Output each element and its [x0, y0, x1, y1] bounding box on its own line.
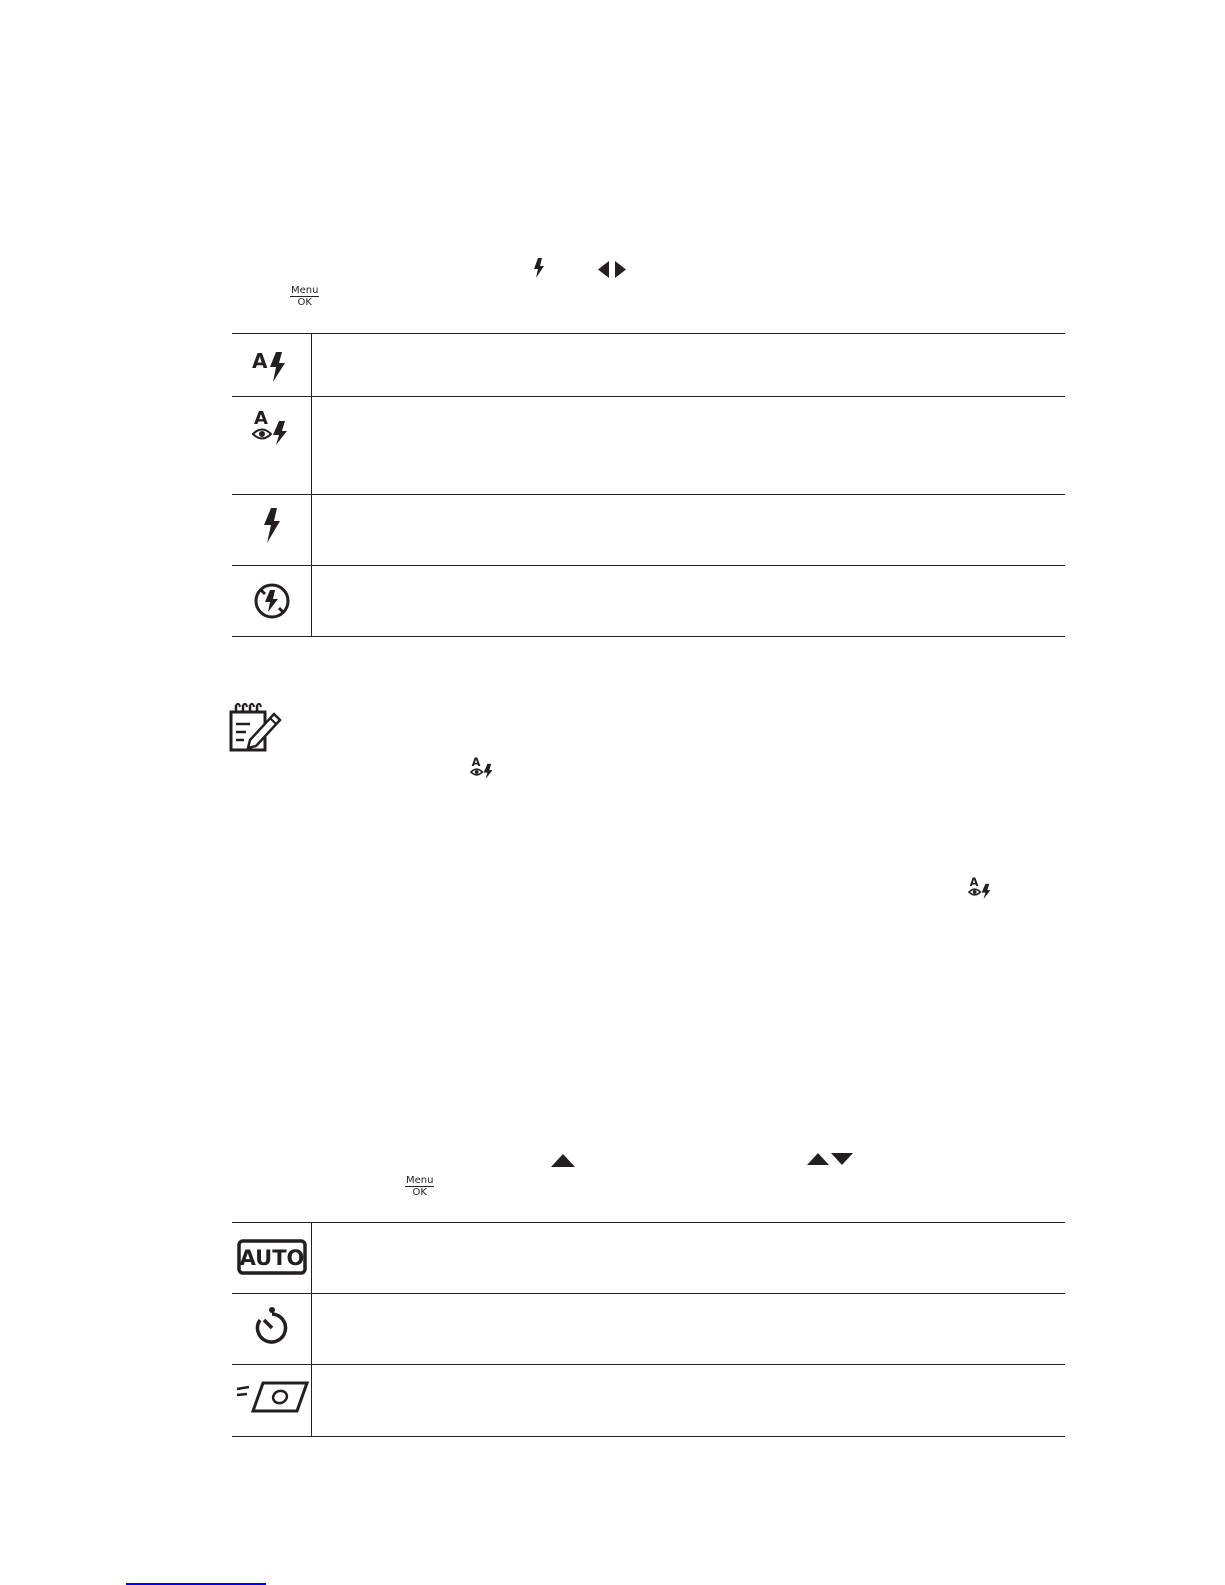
red-eye-flash-icon	[252, 407, 292, 445]
table-row	[232, 333, 1065, 397]
note-icon	[228, 702, 284, 754]
self-timer-icon	[254, 1306, 290, 1344]
table-row	[232, 566, 1065, 637]
flash-off-icon	[253, 582, 291, 620]
description-cell	[312, 1365, 1065, 1436]
table-row	[232, 1294, 1065, 1365]
description-cell	[312, 334, 1065, 396]
icon-cell	[232, 334, 312, 396]
auto-label: AUTO	[239, 1246, 304, 1270]
icon-cell	[232, 1294, 312, 1364]
menu-ok-button-icon	[405, 1175, 434, 1198]
description-cell	[312, 566, 1065, 636]
icon-cell	[232, 566, 312, 636]
svg-text:A: A	[969, 875, 979, 889]
flash-on-icon	[262, 508, 282, 544]
red-eye-flash-icon	[968, 875, 994, 899]
menu-ok-button-icon	[290, 285, 319, 308]
red-eye-flash-icon	[470, 755, 496, 779]
auto-icon	[237, 1239, 307, 1275]
icon-cell	[232, 1223, 312, 1293]
up-arrow-icon	[551, 1154, 575, 1167]
ok-label: OK	[412, 1187, 427, 1198]
icon-cell	[232, 397, 312, 494]
up-down-arrows-icon	[807, 1152, 853, 1166]
svg-text:A: A	[251, 349, 267, 373]
flash-icon	[533, 258, 545, 279]
description-cell	[312, 1294, 1065, 1364]
table-row	[232, 397, 1065, 495]
table-row	[232, 1222, 1065, 1294]
flash-mode-table	[232, 333, 1065, 637]
drive-mode-table	[232, 1222, 1065, 1437]
menu-label: Menu	[291, 285, 319, 296]
icon-cell	[232, 1365, 312, 1436]
ok-label: OK	[297, 297, 312, 308]
left-right-arrows-icon	[598, 261, 626, 278]
burst-icon	[235, 1381, 309, 1413]
description-cell	[312, 495, 1065, 565]
table-row	[232, 1365, 1065, 1437]
svg-text:A: A	[253, 408, 268, 429]
table-row	[232, 495, 1065, 566]
svg-text:A: A	[471, 755, 481, 769]
icon-cell	[232, 495, 312, 565]
description-cell	[312, 1223, 1065, 1293]
auto-flash-icon	[252, 348, 292, 384]
description-cell	[312, 397, 1065, 494]
menu-label: Menu	[406, 1175, 434, 1186]
